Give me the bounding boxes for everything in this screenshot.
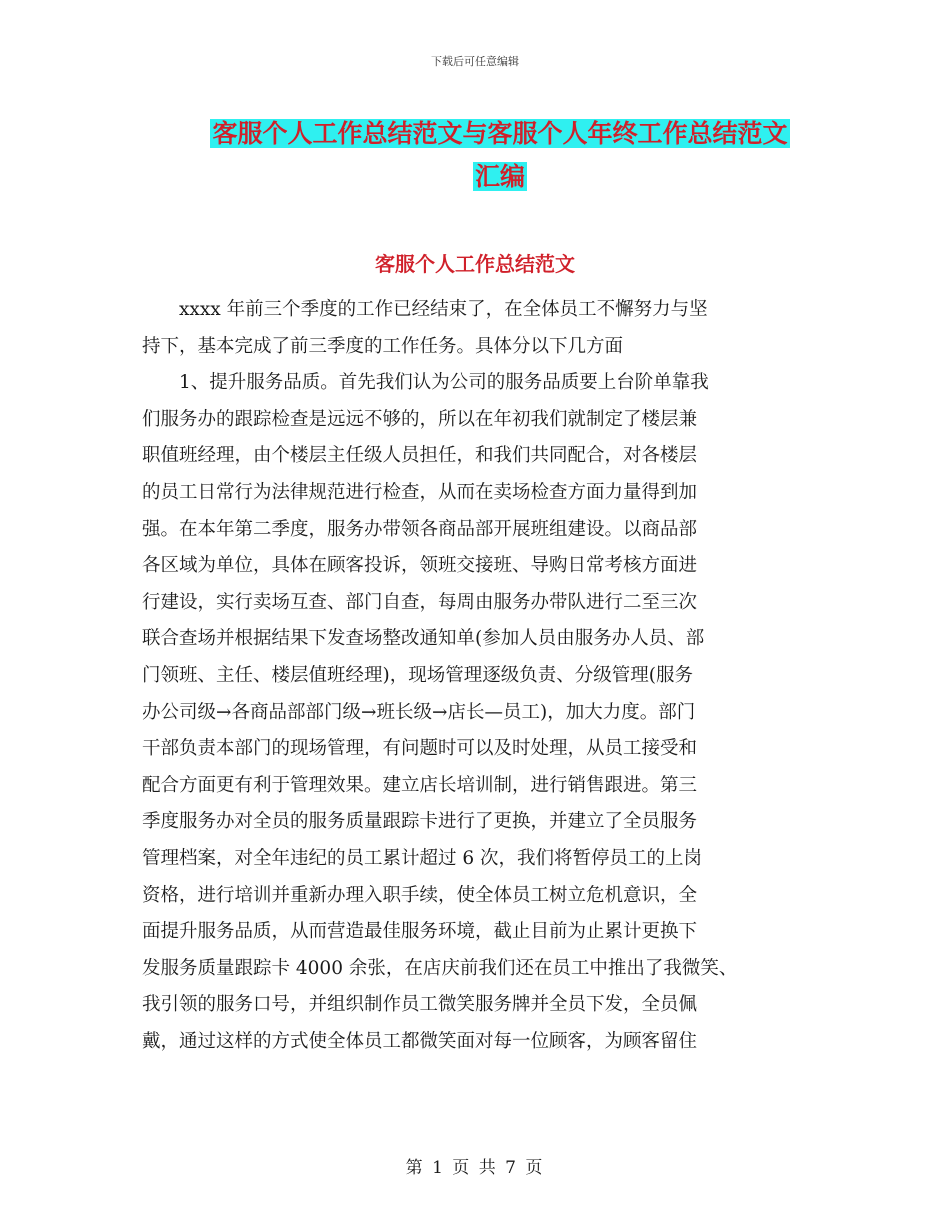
body-line: 门领班、主任、楼层值班经理)，现场管理逐级负责、分级管理(服务 [142,664,693,686]
body-line: 各区域为单位，具体在顾客投诉，领班交接班、导购日常考核方面进 [142,555,698,577]
body-line: 配合方面更有利于管理效果。建立店长培训制，进行销售跟进。第三 [142,774,698,796]
body-line: 季度服务办对全员的服务质量跟踪卡进行了更换，并建立了全员服务 [142,811,698,833]
body-line: 我引领的服务口号，并组织制作员工微笑服务牌并全员下发，全员佩 [142,994,698,1016]
body-line: 发服务质量跟踪卡 4000 余张，在店庆前我们还在员工中推出了我微笑、 [142,957,738,979]
body-text [142,292,822,1060]
body-line: 资格，进行培训并重新办理入职手续，使全体员工树立危机意识，全 [142,884,698,906]
section-title: 客服个人工作总结范文 [375,252,575,276]
page-footer: 第 1 页 共 7 页 [405,1158,545,1178]
body-line: 行建设，实行卖场互查、部门自查，每周由服务办带队进行二至三次 [142,591,698,613]
body-line: 联合查场并根据结果下发查场整改通知单(参加人员由服务办人员、部 [142,628,705,650]
body-line: 强。在本年第二季度，服务办带领各商品部开展班组建设。以商品部 [142,518,698,540]
body-line: 的员工日常行为法律规范进行检查，从而在卖场检查方面力量得到加 [142,481,698,503]
body-line: 们服务办的跟踪检查是远远不够的，所以在年初我们就制定了楼层兼 [142,408,698,430]
body-line: 戴，通过这样的方式使全体员工都微笑面对每一位顾客，为顾客留住 [142,1030,698,1052]
body-line: 职值班经理，由个楼层主任级人员担任，和我们共同配合，对各楼层 [142,445,698,467]
body-line: 面提升服务品质，从而营造最佳服务环境，截止目前为止累计更换下 [142,921,698,943]
header-note: 下载后可任意编辑 [431,55,519,68]
body-line: 干部负责本部门的现场管理，有问题时可以及时处理，从员工接受和 [142,738,698,760]
document-title [150,112,850,198]
body-line: 办公司级→各商品部部门级→班长级→店长—员工)，加大力度。部门 [142,701,696,723]
title-line-1: 客服个人工作总结范文与客服个人年终工作总结范文 [212,119,788,148]
body-line: 持下，基本完成了前三季度的工作任务。具体分以下几方面 [142,335,624,357]
title-line-2: 汇编 [474,162,525,191]
body-line: 1、提升服务品质。首先我们认为公司的服务品质要上台阶单靠我 [142,372,709,394]
body-line: 管理档案，对全年违纪的员工累计超过 6 次，我们将暂停员工的上岗 [142,847,703,869]
body-line: xxxx 年前三个季度的工作已经结束了，在全体员工不懈努力与坚 [142,299,708,320]
